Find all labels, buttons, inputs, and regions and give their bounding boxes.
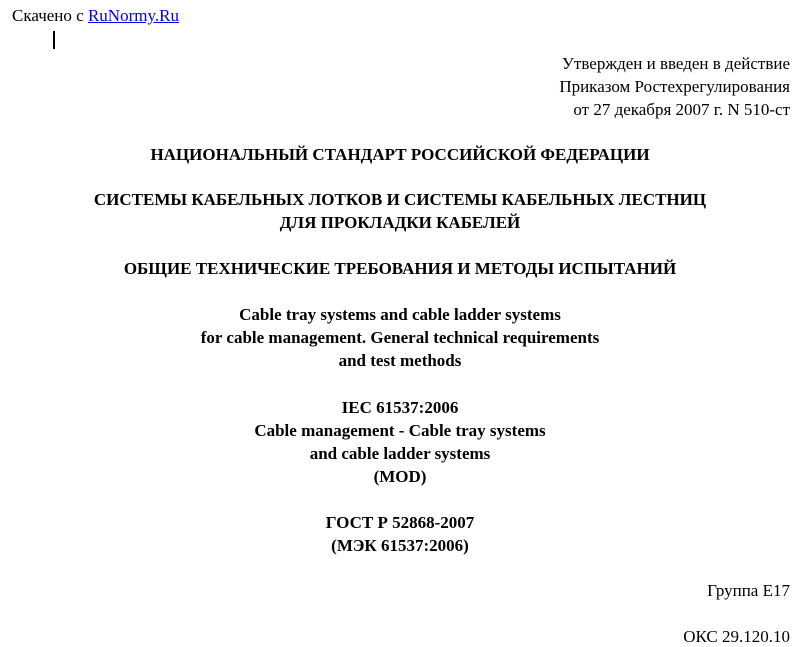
- title-line: ДЛЯ ПРОКЛАДКИ КАБЕЛЕЙ: [279, 213, 521, 232]
- english-title-line: for cable management. General technical requirements: [200, 328, 600, 347]
- mek-code: (МЭК 61537:2006): [331, 536, 469, 555]
- document-title: [0, 188, 796, 234]
- iec-title-line: and cable ladder systems: [309, 444, 491, 463]
- english-title: [0, 303, 796, 372]
- title-line: СИСТЕМЫ КАБЕЛЬНЫХ ЛОТКОВ И СИСТЕМЫ КАБЕЛЬНЫХ ЛЕСТНИЦ: [93, 190, 707, 209]
- source-note: [12, 6, 179, 26]
- iec-title-line: Cable management - Cable tray systems: [254, 421, 546, 440]
- gost-designation: [0, 511, 796, 557]
- english-title-line: and test methods: [338, 351, 462, 370]
- gost-code: ГОСТ Р 52868-2007: [325, 513, 475, 532]
- english-title-line: Cable tray systems and cable ladder systems: [239, 305, 561, 324]
- iec-code: IEC 61537:2006: [341, 398, 459, 417]
- source-prefix: Скачено с: [12, 6, 88, 25]
- approval-line: от 27 декабря 2007 г. N 510-ст: [573, 100, 790, 119]
- source-link[interactable]: RuNormy.Ru: [87, 6, 179, 25]
- approval-line: Приказом Ростехрегулирования: [559, 77, 790, 96]
- group-label: Группа Е17: [707, 581, 790, 600]
- document-subtitle: [0, 257, 796, 280]
- iec-modification: (MOD): [373, 467, 427, 486]
- oks-code: ОКС 29.120.10: [683, 627, 790, 646]
- standard-heading: [0, 143, 796, 166]
- subtitle-text: ОБЩИЕ ТЕХНИЧЕСКИЕ ТРЕБОВАНИЯ И МЕТОДЫ ИСПЫТАНИЙ: [123, 259, 677, 278]
- iec-reference: [0, 396, 796, 488]
- approval-block: [559, 52, 790, 121]
- standard-heading-text: НАЦИОНАЛЬНЫЙ СТАНДАРТ РОССИЙСКОЙ ФЕДЕРАЦИИ: [150, 145, 650, 164]
- text-cursor: [53, 31, 55, 49]
- approval-line: Утвержден и введен в действие: [561, 54, 790, 73]
